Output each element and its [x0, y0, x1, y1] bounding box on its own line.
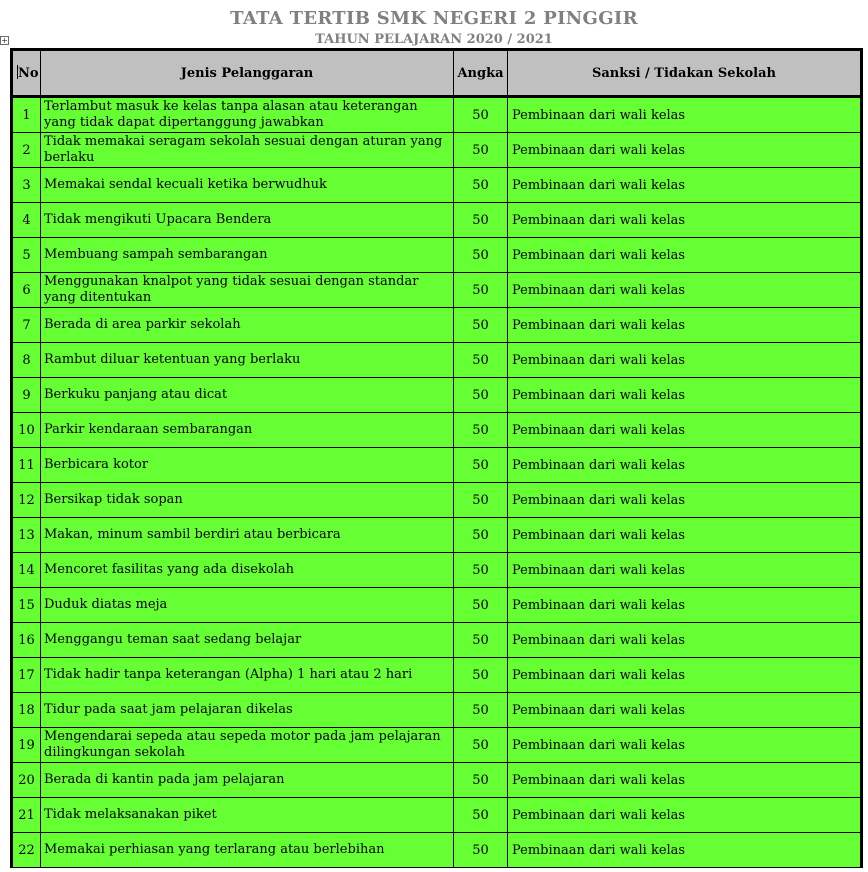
header-no-label: No: [18, 66, 39, 81]
table-row: [12, 483, 862, 518]
header-angka[interactable]: Angka: [454, 50, 508, 97]
no-cell[interactable]: 1: [12, 97, 41, 133]
header-no[interactable]: [12, 50, 41, 97]
table-row: [12, 308, 862, 343]
jenis-cell[interactable]: Berkuku panjang atau dicat: [41, 378, 454, 413]
jenis-cell[interactable]: Duduk diatas meja: [41, 588, 454, 623]
sanksi-cell[interactable]: Pembinaan dari wali kelas: [508, 308, 862, 343]
jenis-cell[interactable]: Makan, minum sambil berdiri atau berbicara: [41, 518, 454, 553]
no-cell[interactable]: 2: [12, 133, 41, 168]
sanksi-cell[interactable]: Pembinaan dari wali kelas: [508, 413, 862, 448]
angka-cell[interactable]: 50: [454, 553, 508, 588]
table-row: [12, 378, 862, 413]
table-row: [12, 658, 862, 693]
angka-cell[interactable]: 50: [454, 588, 508, 623]
table-row: [12, 623, 862, 658]
rules-table-container: [10, 48, 860, 868]
no-cell[interactable]: 22: [12, 833, 41, 868]
jenis-cell[interactable]: Tidak mengikuti Upacara Bendera: [41, 203, 454, 238]
sanksi-cell[interactable]: Pembinaan dari wali kelas: [508, 693, 862, 728]
jenis-cell[interactable]: Menggangu teman saat sedang belajar: [41, 623, 454, 658]
sanksi-cell[interactable]: Pembinaan dari wali kelas: [508, 343, 862, 378]
table-row: [12, 693, 862, 728]
no-cell[interactable]: 10: [12, 413, 41, 448]
angka-cell[interactable]: 50: [454, 658, 508, 693]
jenis-cell[interactable]: Mencoret fasilitas yang ada disekolah: [41, 553, 454, 588]
sanksi-cell[interactable]: Pembinaan dari wali kelas: [508, 203, 862, 238]
table-row: [12, 97, 862, 133]
no-cell[interactable]: 19: [12, 728, 41, 763]
jenis-cell[interactable]: Berada di area parkir sekolah: [41, 308, 454, 343]
table-move-handle-icon[interactable]: +: [1, 36, 8, 45]
table-row: [12, 798, 862, 833]
no-cell[interactable]: 7: [12, 308, 41, 343]
angka-cell[interactable]: 50: [454, 378, 508, 413]
jenis-cell[interactable]: Memakai sendal kecuali ketika berwudhuk: [41, 168, 454, 203]
angka-cell[interactable]: 50: [454, 343, 508, 378]
jenis-cell[interactable]: Berada di kantin pada jam pelajaran: [41, 763, 454, 798]
jenis-cell[interactable]: Mengendarai sepeda atau sepeda motor pada jam pelajaran dilingkungan sekolah: [41, 728, 454, 763]
sanksi-cell[interactable]: Pembinaan dari wali kelas: [508, 97, 862, 133]
no-cell[interactable]: 3: [12, 168, 41, 203]
sanksi-cell[interactable]: Pembinaan dari wali kelas: [508, 483, 862, 518]
table-row: [12, 413, 862, 448]
jenis-cell[interactable]: Tidak melaksanakan piket: [41, 798, 454, 833]
angka-cell[interactable]: 50: [454, 518, 508, 553]
sanksi-cell[interactable]: Pembinaan dari wali kelas: [508, 728, 862, 763]
angka-cell[interactable]: 50: [454, 623, 508, 658]
angka-cell[interactable]: 50: [454, 833, 508, 868]
sanksi-cell[interactable]: Pembinaan dari wali kelas: [508, 798, 862, 833]
jenis-cell[interactable]: Tidur pada saat jam pelajaran dikelas: [41, 693, 454, 728]
table-header-row: [12, 50, 862, 97]
sanksi-cell[interactable]: Pembinaan dari wali kelas: [508, 588, 862, 623]
no-cell[interactable]: 14: [12, 553, 41, 588]
angka-cell[interactable]: 50: [454, 798, 508, 833]
table-row: [12, 448, 862, 483]
sanksi-cell[interactable]: Pembinaan dari wali kelas: [508, 658, 862, 693]
header-sanksi[interactable]: Sanksi / Tidakan Sekolah: [508, 50, 862, 97]
jenis-cell[interactable]: Rambut diluar ketentuan yang berlaku: [41, 343, 454, 378]
table-row: [12, 273, 862, 308]
sanksi-cell[interactable]: Pembinaan dari wali kelas: [508, 448, 862, 483]
document-title: TATA TERTIB SMK NEGERI 2 PINGGIR: [230, 8, 638, 29]
angka-cell[interactable]: 50: [454, 168, 508, 203]
angka-cell[interactable]: 50: [454, 728, 508, 763]
sanksi-cell[interactable]: Pembinaan dari wali kelas: [508, 378, 862, 413]
table-row: [12, 763, 862, 798]
no-cell[interactable]: 18: [12, 693, 41, 728]
no-cell[interactable]: 13: [12, 518, 41, 553]
jenis-cell[interactable]: Tidak memakai seragam sekolah sesuai dengan aturan yang berlaku: [41, 133, 454, 168]
angka-cell[interactable]: 50: [454, 97, 508, 133]
no-cell[interactable]: 21: [12, 798, 41, 833]
sanksi-cell[interactable]: Pembinaan dari wali kelas: [508, 623, 862, 658]
table-row: [12, 728, 862, 763]
jenis-cell[interactable]: Membuang sampah sembarangan: [41, 238, 454, 273]
sanksi-cell[interactable]: Pembinaan dari wali kelas: [508, 273, 862, 308]
no-cell[interactable]: 8: [12, 343, 41, 378]
angka-cell[interactable]: 50: [454, 483, 508, 518]
no-cell[interactable]: 15: [12, 588, 41, 623]
jenis-cell[interactable]: Memakai perhiasan yang terlarang atau berlebihan: [41, 833, 454, 868]
no-cell[interactable]: 12: [12, 483, 41, 518]
sanksi-cell[interactable]: Pembinaan dari wali kelas: [508, 833, 862, 868]
angka-cell[interactable]: 50: [454, 763, 508, 798]
jenis-cell[interactable]: Bersikap tidak sopan: [41, 483, 454, 518]
document-subtitle: TAHUN PELAJARAN 2020 / 2021: [315, 32, 553, 47]
angka-cell[interactable]: 50: [454, 238, 508, 273]
no-cell[interactable]: 6: [12, 273, 41, 308]
table-row: [12, 168, 862, 203]
rules-table: [10, 48, 863, 868]
table-row: [12, 518, 862, 553]
no-cell[interactable]: 4: [12, 203, 41, 238]
header-jenis[interactable]: Jenis Pelanggaran: [41, 50, 454, 97]
no-cell[interactable]: 9: [12, 378, 41, 413]
sanksi-cell[interactable]: Pembinaan dari wali kelas: [508, 133, 862, 168]
table-row: [12, 553, 862, 588]
angka-cell[interactable]: 50: [454, 133, 508, 168]
angka-cell[interactable]: 50: [454, 413, 508, 448]
no-cell[interactable]: 5: [12, 238, 41, 273]
no-cell[interactable]: 11: [12, 448, 41, 483]
table-row: [12, 833, 862, 868]
angka-cell[interactable]: 50: [454, 448, 508, 483]
table-row: [12, 238, 862, 273]
jenis-cell[interactable]: Parkir kendaraan sembarangan: [41, 413, 454, 448]
table-row: [12, 203, 862, 238]
jenis-cell[interactable]: Terlambut masuk ke kelas tanpa alasan atau keterangan yang tidak dapat dipertanggung jawabkan: [41, 97, 454, 133]
table-row: [12, 133, 862, 168]
sanksi-cell[interactable]: Pembinaan dari wali kelas: [508, 518, 862, 553]
angka-cell[interactable]: 50: [454, 308, 508, 343]
angka-cell[interactable]: 50: [454, 273, 508, 308]
jenis-cell[interactable]: Menggunakan knalpot yang tidak sesuai dengan standar yang ditentukan: [41, 273, 454, 308]
angka-cell[interactable]: 50: [454, 203, 508, 238]
no-cell[interactable]: 20: [12, 763, 41, 798]
table-row: [12, 343, 862, 378]
table-row: [12, 588, 862, 623]
no-cell[interactable]: 16: [12, 623, 41, 658]
jenis-cell[interactable]: Tidak hadir tanpa keterangan (Alpha) 1 hari atau 2 hari: [41, 658, 454, 693]
angka-cell[interactable]: 50: [454, 693, 508, 728]
sanksi-cell[interactable]: Pembinaan dari wali kelas: [508, 238, 862, 273]
no-cell[interactable]: 17: [12, 658, 41, 693]
jenis-cell[interactable]: Berbicara kotor: [41, 448, 454, 483]
sanksi-cell[interactable]: Pembinaan dari wali kelas: [508, 553, 862, 588]
sanksi-cell[interactable]: Pembinaan dari wali kelas: [508, 763, 862, 798]
sanksi-cell[interactable]: Pembinaan dari wali kelas: [508, 168, 862, 203]
